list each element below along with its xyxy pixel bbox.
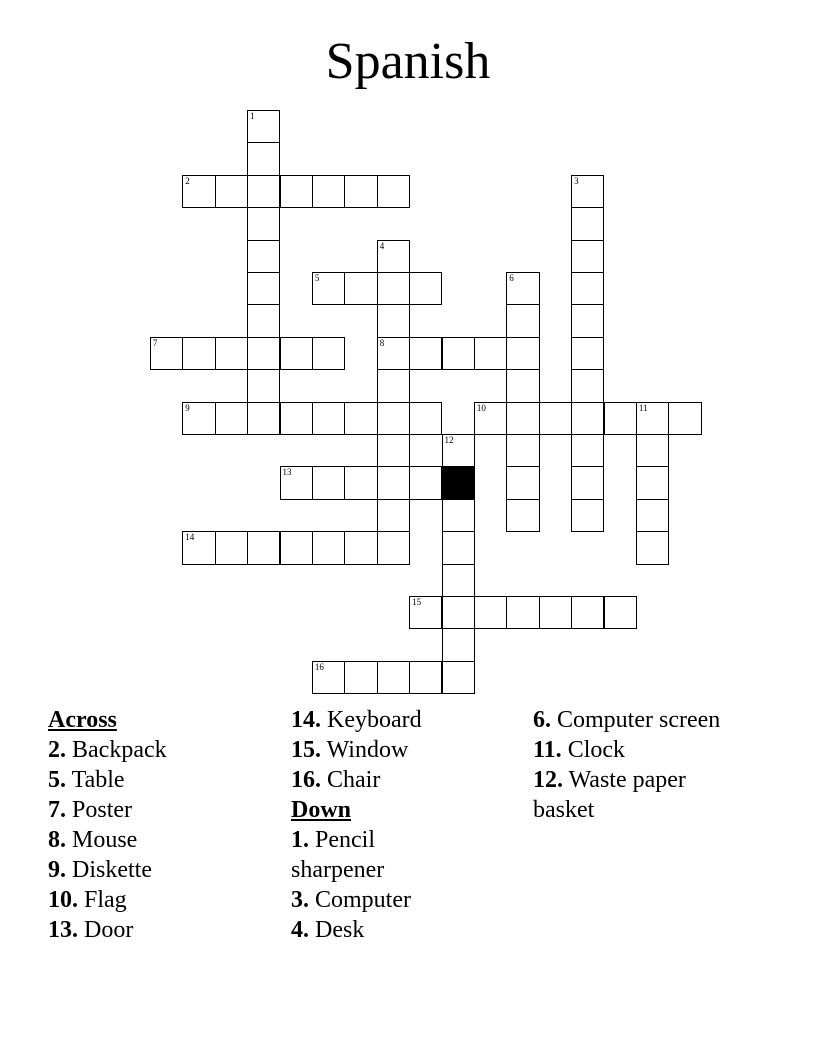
grid-cell[interactable] [312, 531, 345, 564]
clue-number: 11 [638, 402, 648, 413]
grid-cell[interactable] [215, 175, 248, 208]
grid-cell[interactable] [280, 402, 313, 435]
clue-item [533, 765, 723, 825]
grid-cell[interactable] [571, 207, 604, 240]
grid-cell[interactable] [377, 369, 410, 402]
grid-cell[interactable] [571, 240, 604, 273]
grid-cell[interactable] [506, 596, 539, 629]
grid-cell[interactable] [571, 304, 604, 337]
clue-item-number: 16. [291, 767, 321, 793]
clue-number: 15 [412, 597, 422, 607]
clue-item-text: Poster [72, 797, 132, 823]
grid-cell[interactable] [636, 434, 669, 467]
grid-cell[interactable] [247, 207, 280, 240]
grid-cell[interactable] [182, 531, 215, 564]
grid-cell[interactable] [442, 337, 475, 370]
grid-cell[interactable] [247, 337, 280, 370]
clue-number: 7 [152, 337, 158, 348]
clue-item [291, 765, 451, 795]
grid-cell[interactable] [215, 337, 248, 370]
clue-item-number: 6. [533, 707, 551, 733]
clue-item [533, 705, 723, 735]
grid-cell[interactable] [280, 175, 313, 208]
clue-number: 8 [379, 337, 385, 348]
grid-cell[interactable] [312, 466, 345, 499]
clue-item-text: Computer screen [557, 707, 721, 733]
grid-cell[interactable] [377, 272, 410, 305]
grid-cell[interactable] [636, 531, 669, 564]
clue-item-text: Pencil sharpener [291, 827, 385, 883]
clue-item-number: 1. [291, 827, 309, 853]
clue-item-text: Clock [567, 737, 626, 763]
clue-item [291, 885, 451, 915]
grid-cell[interactable] [247, 272, 280, 305]
clue-item-text: Window [326, 737, 409, 763]
clue-item [48, 765, 278, 795]
clue-item-number: 14. [291, 707, 321, 733]
grid-cell[interactable] [182, 337, 215, 370]
grid-cell[interactable] [247, 175, 280, 208]
clue-item [48, 855, 278, 885]
grid-cell[interactable] [182, 175, 215, 208]
clue-item-text: Chair [327, 767, 381, 793]
clue-column-2 [291, 705, 451, 945]
clue-item-number: 3. [291, 887, 309, 913]
grid-cell[interactable] [604, 402, 637, 435]
grid-cell[interactable] [280, 466, 313, 499]
clue-item [48, 735, 278, 765]
grid-cell[interactable] [539, 402, 572, 435]
grid-cell[interactable] [442, 564, 475, 597]
grid-cell[interactable] [506, 402, 539, 435]
clue-number: 12 [444, 435, 454, 445]
grid-cell[interactable] [247, 402, 280, 435]
grid-cell[interactable] [442, 596, 475, 629]
clue-number: 4 [379, 240, 385, 251]
clue-number: 9 [185, 402, 190, 413]
clue-column-1 [48, 705, 278, 945]
clue-item-text: Mouse [72, 827, 138, 853]
grid-cell[interactable] [571, 175, 604, 208]
clue-item-number: 13. [48, 917, 78, 943]
grid-cell[interactable] [377, 304, 410, 337]
grid-cell[interactable] [377, 175, 410, 208]
grid-cell[interactable] [474, 337, 507, 370]
grid-cell[interactable] [571, 466, 604, 499]
grid-cell[interactable] [182, 402, 215, 435]
grid-cell[interactable] [506, 466, 539, 499]
grid-cell[interactable] [312, 661, 345, 694]
grid-cell[interactable] [247, 240, 280, 273]
clue-item-text: Flag [84, 887, 127, 913]
grid-cell[interactable] [215, 531, 248, 564]
grid-cell[interactable] [506, 434, 539, 467]
grid-cell[interactable] [377, 402, 410, 435]
grid-cell[interactable] [604, 596, 637, 629]
clue-item [48, 915, 278, 945]
clue-item-number: 15. [291, 737, 321, 763]
grid-cell[interactable] [377, 434, 410, 467]
grid-cell[interactable] [442, 661, 475, 694]
grid-cell[interactable] [636, 402, 669, 435]
clue-item [291, 735, 451, 765]
across-heading: Across [48, 707, 117, 733]
clue-item [48, 885, 278, 915]
grid-cell[interactable] [571, 596, 604, 629]
clue-column-3 [533, 705, 723, 825]
clue-number: 14 [185, 532, 195, 543]
grid-cell[interactable] [344, 402, 377, 435]
grid-cell[interactable] [344, 272, 377, 305]
grid-cell[interactable] [280, 337, 313, 370]
grid-cell[interactable] [506, 499, 539, 532]
grid-cell[interactable] [377, 531, 410, 564]
grid-cell[interactable] [442, 531, 475, 564]
clue-number: 6 [509, 273, 514, 283]
clue-item [48, 825, 278, 855]
grid-cell[interactable] [247, 110, 280, 143]
grid-cell[interactable] [377, 466, 410, 499]
grid-cell[interactable] [344, 175, 377, 208]
grid-cell[interactable] [506, 369, 539, 402]
grid-cell[interactable] [344, 661, 377, 694]
grid-cell[interactable] [442, 499, 475, 532]
clue-item-text: Desk [315, 917, 365, 943]
grid-cell[interactable] [215, 402, 248, 435]
clue-item-number: 9. [48, 857, 66, 883]
grid-cell-black [442, 466, 475, 499]
clue-item-number: 11. [533, 737, 562, 763]
grid-cell[interactable] [312, 337, 345, 370]
grid-cell[interactable] [668, 402, 701, 435]
grid-cell[interactable] [571, 337, 604, 370]
grid-cell[interactable] [474, 402, 507, 435]
grid-cell[interactable] [571, 369, 604, 402]
grid-cell[interactable] [506, 304, 539, 337]
clue-item-number: 12. [533, 767, 563, 793]
grid-cell[interactable] [150, 337, 183, 370]
grid-cell[interactable] [442, 628, 475, 661]
clue-item-text: Backpack [72, 737, 167, 763]
clue-number: 13 [282, 467, 292, 478]
grid-cell[interactable] [344, 466, 377, 499]
grid-cell[interactable] [636, 466, 669, 499]
clue-item [291, 705, 451, 735]
grid-cell[interactable] [409, 402, 442, 435]
clue-item [291, 915, 451, 945]
grid-cell[interactable] [377, 337, 410, 370]
clue-item-text: Waste paper basket [533, 767, 686, 823]
clue-number: 1 [250, 111, 255, 121]
grid-cell[interactable] [280, 531, 313, 564]
down-heading: Down [291, 797, 352, 823]
clue-item-number: 2. [48, 737, 66, 763]
grid-cell[interactable] [312, 175, 345, 208]
grid-cell[interactable] [409, 272, 442, 305]
clue-number: 2 [185, 175, 190, 186]
grid-cell[interactable] [571, 272, 604, 305]
clue-item-number: 7. [48, 797, 66, 823]
clue-number: 10 [476, 402, 486, 413]
grid-cell[interactable] [409, 661, 442, 694]
clue-item-number: 5. [48, 767, 66, 793]
grid-cell[interactable] [247, 369, 280, 402]
grid-cell[interactable] [571, 499, 604, 532]
clue-item-text: Keyboard [327, 707, 422, 733]
grid-cell[interactable] [571, 434, 604, 467]
grid-cell[interactable] [409, 596, 442, 629]
clue-number: 3 [574, 175, 579, 186]
clue-item [291, 825, 451, 885]
grid-cell[interactable] [474, 596, 507, 629]
grid-cell[interactable] [344, 531, 377, 564]
grid-cell[interactable] [442, 434, 475, 467]
clue-item [48, 795, 278, 825]
grid-cell[interactable] [247, 142, 280, 175]
page-title: Spanish [325, 33, 491, 90]
grid-cell[interactable] [247, 531, 280, 564]
clue-number: 5 [314, 273, 320, 283]
grid-cell[interactable] [506, 272, 539, 305]
grid-cell[interactable] [377, 661, 410, 694]
grid-cell[interactable] [377, 499, 410, 532]
grid-cell[interactable] [636, 499, 669, 532]
clue-item-number: 4. [291, 917, 309, 943]
grid-cell[interactable] [247, 304, 280, 337]
clue-number: 16 [314, 661, 324, 672]
clue-item-text: Table [71, 767, 125, 793]
grid-cell[interactable] [312, 272, 345, 305]
clue-item-text: Diskette [72, 857, 152, 883]
clue-item-text: Computer [315, 887, 411, 913]
clue-item-text: Door [84, 917, 134, 943]
grid-cell[interactable] [377, 240, 410, 273]
grid-cell[interactable] [312, 402, 345, 435]
clue-item-number: 10. [48, 887, 78, 913]
grid-cell[interactable] [409, 466, 442, 499]
grid-cell[interactable] [539, 596, 572, 629]
grid-cell[interactable] [409, 337, 442, 370]
clue-item-number: 8. [48, 827, 66, 853]
grid-cell[interactable] [506, 337, 539, 370]
grid-cell[interactable] [571, 402, 604, 435]
clue-item [533, 735, 723, 765]
